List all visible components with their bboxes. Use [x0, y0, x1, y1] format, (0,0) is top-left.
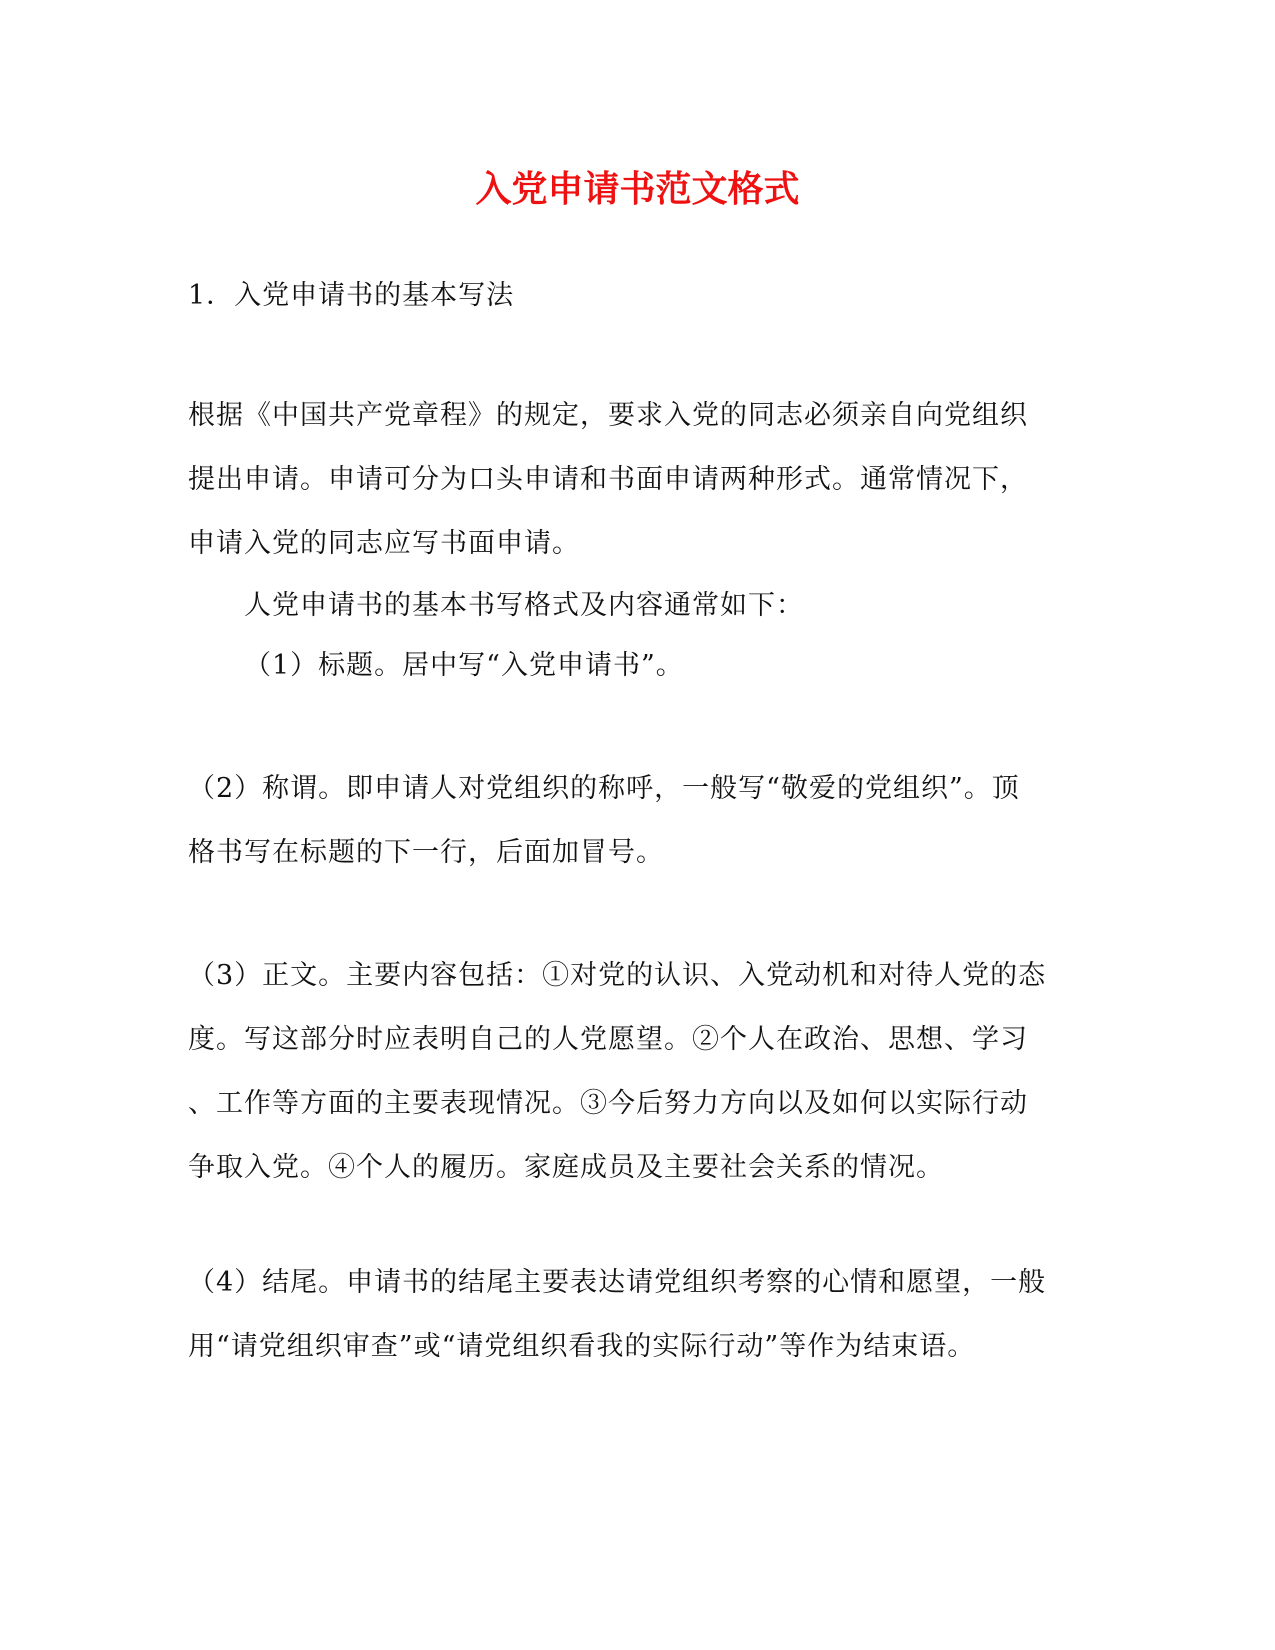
paragraph-line: 提出申请。申请可分为口头申请和书面申请两种形式。通常情况下，: [188, 464, 1028, 495]
list-item-title: [244, 634, 1144, 698]
section-heading: [188, 264, 1088, 328]
list-item-body: [188, 944, 1088, 1200]
paragraph-line: 人党申请书的基本书写格式及内容通常如下：: [244, 590, 804, 621]
list-item-line: 、工作等方面的主要表现情况。③今后努力方向以及如何以实际行动: [188, 1088, 1028, 1119]
list-item-line: （1）标题。居中写“入党申请书”。: [244, 650, 684, 681]
list-item-line: 争取入党。④个人的履历。家庭成员及主要社会关系的情况。: [188, 1152, 944, 1183]
list-item-line: （4）结尾。申请书的结尾主要表达请党组织考察的心情和愿望，一般: [188, 1267, 1047, 1298]
list-item-line: （3）正文。主要内容包括：①对党的认识、入党动机和对待人党的态: [188, 960, 1047, 991]
paragraph-line: 根据《中国共产党章程》的规定，要求入党的同志必须亲自向党组织: [188, 400, 1028, 431]
document-title: 入党申请书范文格式: [475, 168, 800, 210]
list-item-line: 度。写这部分时应表明自己的人党愿望。②个人在政治、思想、学习: [188, 1024, 1028, 1055]
list-item-line: （2）称谓。即申请人对党组织的称呼，一般写“敬爱的党组织”。顶: [188, 773, 1020, 804]
paragraph-format: [244, 574, 1144, 638]
section-heading-text: 1．入党申请书的基本写法: [188, 280, 515, 311]
list-item-line: 用“请党组织审查”或“请党组织看我的实际行动”等作为结束语。: [188, 1331, 976, 1362]
paragraph-line: 申请入党的同志应写书面申请。: [188, 528, 580, 559]
list-item-closing: [188, 1251, 1088, 1379]
list-item-salutation: [188, 757, 1088, 885]
paragraph-intro: [188, 384, 1088, 576]
list-item-line: 格书写在标题的下一行，后面加冒号。: [188, 837, 664, 868]
